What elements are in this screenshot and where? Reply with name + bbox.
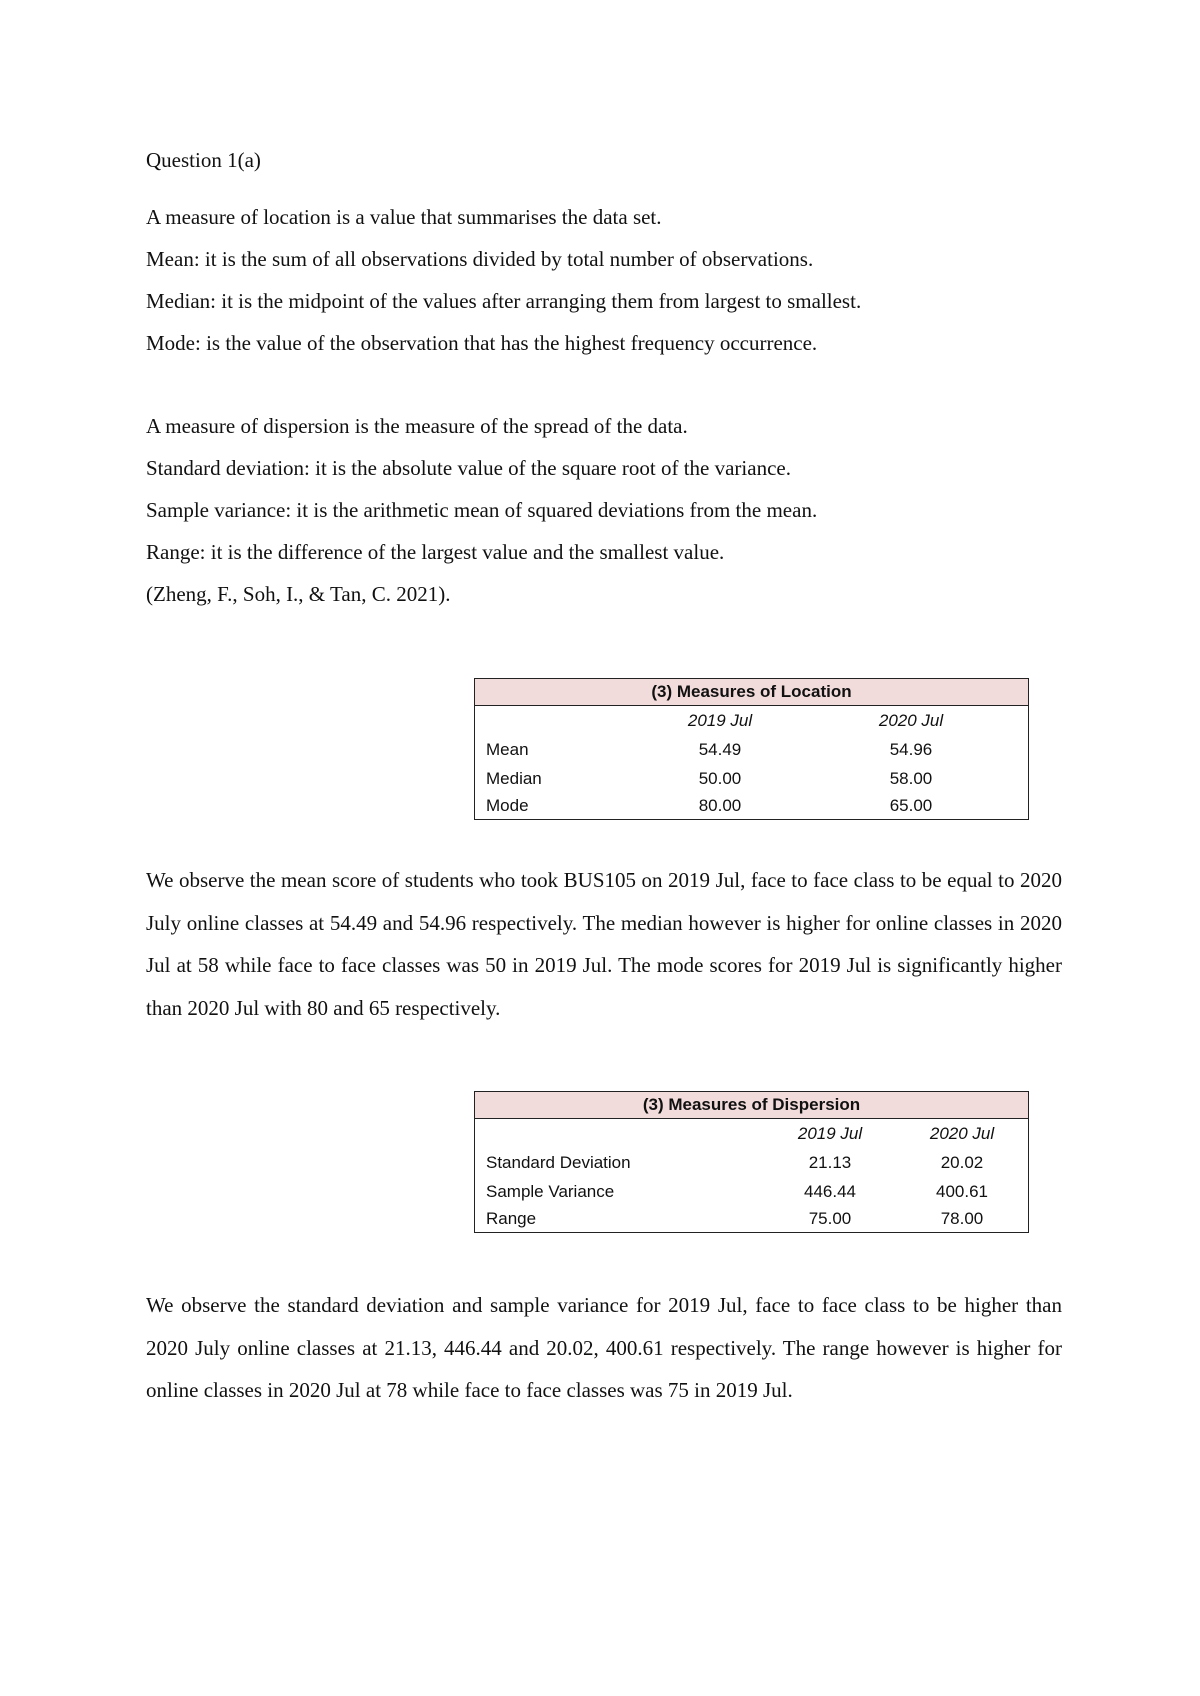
mode-definition: Mode: is the value of the observation that has the highest frequency occurrence. (146, 331, 818, 355)
location-analysis-paragraph: We observe the mean score of students who took BUS105 on 2019 Jul, face to face class to be equal to 2020 July online classes at 54.49 and 54.96 respectively. The median however is higher for online classes in 2020 Jul at 58 while face to face classes was 50 in 2019 Jul. The mode scores for 2019 Jul is significantly higher than 2020 Jul with 80 and 65 respectively. (146, 868, 1062, 1020)
dispersion-table-header (475, 1119, 1028, 1148)
cell-value: 446.44 (804, 1182, 856, 1201)
cell-value: 21.13 (808, 1153, 852, 1172)
citation: (Zheng, F., Soh, I., & Tan, C. 2021). (146, 582, 451, 606)
range-definition: Range: it is the difference of the largest value and the smallest value. (146, 540, 725, 564)
row-label: Mode (486, 796, 529, 815)
dispersion-table-title: (3) Measures of Dispersion (475, 1092, 1028, 1119)
table-row (475, 793, 1028, 819)
question-heading: Question 1(a) (146, 148, 261, 172)
column-header-2020: 2020 Jul (878, 711, 944, 730)
dispersion-table (474, 1091, 1029, 1233)
cell-value: 54.49 (698, 740, 742, 759)
row-label: Standard Deviation (486, 1153, 631, 1172)
table-row (475, 1206, 1028, 1232)
location-table (474, 678, 1029, 820)
mean-definition: Mean: it is the sum of all observations divided by total number of observations. (146, 247, 814, 271)
column-header-2020: 2020 Jul (929, 1124, 995, 1143)
column-header-2019: 2019 Jul (687, 711, 753, 730)
row-label: Sample Variance (486, 1182, 615, 1201)
cell-value: 75.00 (808, 1209, 852, 1228)
location-table-header (475, 706, 1028, 735)
location-table-title: (3) Measures of Location (475, 679, 1028, 706)
table-row (475, 1148, 1028, 1177)
dispersion-analysis-paragraph: We observe the standard deviation and sample variance for 2019 Jul, face to face class to be higher than 2020 July online classes at 21.13, 446.44 and 20.02, 400.61 respectively. The range however is higher for online classes in 2020 Jul at 78 while face to face classes was 75 in 2019 Jul. (146, 1293, 1062, 1402)
row-label: Mean (486, 740, 529, 759)
column-header-2019: 2019 Jul (797, 1124, 863, 1143)
cell-value: 50.00 (698, 769, 742, 788)
std-dev-definition: Standard deviation: it is the absolute value of the square root of the variance. (146, 456, 791, 480)
cell-value: 78.00 (940, 1209, 984, 1228)
cell-value: 400.61 (936, 1182, 988, 1201)
cell-value: 20.02 (940, 1153, 984, 1172)
location-definition: A measure of location is a value that summarises the data set. (146, 205, 662, 229)
table-row (475, 1177, 1028, 1206)
row-label: Median (486, 769, 542, 788)
row-label: Range (486, 1209, 537, 1228)
table-row (475, 735, 1028, 764)
median-definition: Median: it is the midpoint of the values after arranging them from largest to smallest. (146, 289, 862, 313)
table-row (475, 764, 1028, 793)
variance-definition: Sample variance: it is the arithmetic mean of squared deviations from the mean. (146, 498, 818, 522)
cell-value: 65.00 (889, 796, 933, 815)
dispersion-definition: A measure of dispersion is the measure of the spread of the data. (146, 414, 688, 438)
cell-value: 58.00 (889, 769, 933, 788)
cell-value: 54.96 (889, 740, 933, 759)
cell-value: 80.00 (698, 796, 742, 815)
